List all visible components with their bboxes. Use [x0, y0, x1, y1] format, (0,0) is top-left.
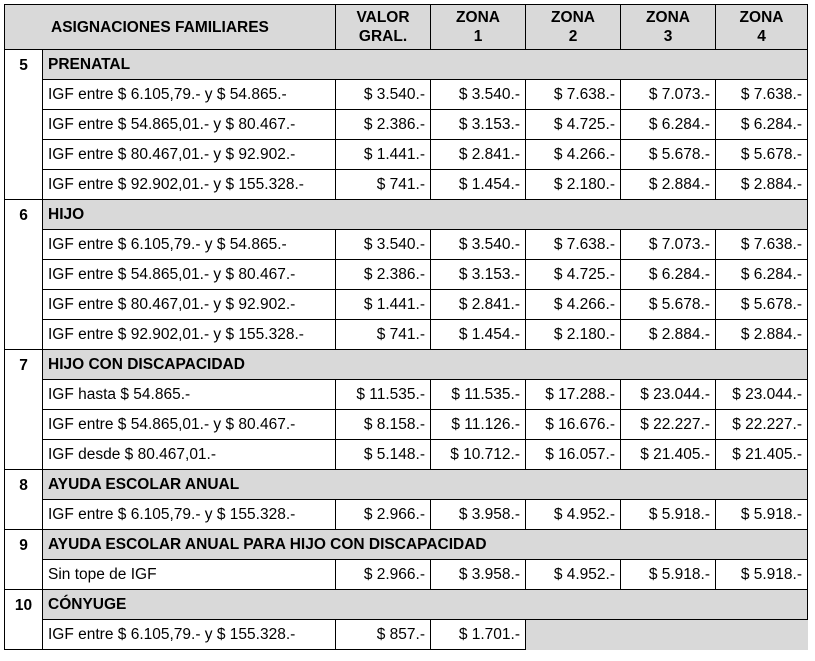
row-value: $ 21.405.- [621, 440, 716, 470]
row-label: IGF entre $ 92.902,01.- y $ 155.328.- [43, 170, 336, 200]
row-value: $ 7.073.- [621, 230, 716, 260]
row-value: $ 5.918.- [716, 560, 808, 590]
col-zona-4: ZONA 4 [716, 5, 808, 50]
row-value: $ 3.153.- [431, 260, 526, 290]
section-title: AYUDA ESCOLAR ANUAL PARA HIJO CON DISCAPACIDAD [43, 530, 808, 560]
row-value: $ 6.284.- [716, 110, 808, 140]
table-row [5, 320, 808, 350]
row-value: $ 22.227.- [716, 410, 808, 440]
row-value: $ 5.678.- [716, 140, 808, 170]
row-value: $ 16.057.- [526, 440, 621, 470]
row-value: $ 3.958.- [431, 560, 526, 590]
row-value: $ 741.- [336, 170, 431, 200]
table-row [5, 80, 808, 110]
col-zona-3: ZONA 3 [621, 5, 716, 50]
section-title: HIJO [43, 200, 808, 230]
table-row [5, 260, 808, 290]
row-value: $ 2.386.- [336, 110, 431, 140]
row-label: IGF entre $ 92.902,01.- y $ 155.328.- [43, 320, 336, 350]
row-value: $ 4.952.- [526, 500, 621, 530]
row-value: $ 7.638.- [716, 80, 808, 110]
section-number: 7 [5, 350, 43, 470]
table-row [5, 140, 808, 170]
table-row [5, 110, 808, 140]
row-value: $ 3.540.- [336, 230, 431, 260]
section-number: 8 [5, 470, 43, 530]
row-value: $ 7.638.- [716, 230, 808, 260]
row-value: $ 5.918.- [716, 500, 808, 530]
section-row [5, 50, 808, 80]
row-value: $ 2.841.- [431, 140, 526, 170]
col-valor-gral: VALOR GRAL. [336, 5, 431, 50]
row-value: $ 8.158.- [336, 410, 431, 440]
row-value: $ 23.044.- [716, 380, 808, 410]
section-row [5, 200, 808, 230]
table-row [5, 620, 808, 650]
row-value: $ 6.284.- [621, 110, 716, 140]
table-row [5, 560, 808, 590]
row-value: $ 23.044.- [621, 380, 716, 410]
row-label: IGF entre $ 80.467,01.- y $ 92.902.- [43, 290, 336, 320]
row-value: $ 5.918.- [621, 500, 716, 530]
section-title: HIJO CON DISCAPACIDAD [43, 350, 808, 380]
row-value: $ 10.712.- [431, 440, 526, 470]
row-value: $ 3.540.- [431, 230, 526, 260]
row-label: IGF entre $ 54.865,01.- y $ 80.467.- [43, 260, 336, 290]
row-value: $ 7.638.- [526, 80, 621, 110]
row-value: $ 1.454.- [431, 170, 526, 200]
row-value: $ 6.284.- [716, 260, 808, 290]
row-value: $ 7.073.- [621, 80, 716, 110]
row-value: $ 1.441.- [336, 140, 431, 170]
section-number: 9 [5, 530, 43, 590]
row-label: IGF entre $ 54.865,01.- y $ 80.467.- [43, 410, 336, 440]
row-value: $ 1.701.- [431, 620, 526, 650]
row-value: $ 11.126.- [431, 410, 526, 440]
row-value: $ 3.153.- [431, 110, 526, 140]
row-value: $ 2.884.- [621, 320, 716, 350]
col-zona-1: ZONA 1 [431, 5, 526, 50]
table-row [5, 290, 808, 320]
row-value: $ 2.180.- [526, 170, 621, 200]
section-title: CÓNYUGE [43, 590, 808, 620]
row-value: $ 22.227.- [621, 410, 716, 440]
row-value: $ 4.725.- [526, 110, 621, 140]
row-value: $ 4.952.- [526, 560, 621, 590]
row-value: $ 2.966.- [336, 500, 431, 530]
table-row [5, 380, 808, 410]
row-value: $ 6.284.- [621, 260, 716, 290]
section-title: AYUDA ESCOLAR ANUAL [43, 470, 808, 500]
section-row [5, 530, 808, 560]
row-label: IGF entre $ 6.105,79.- y $ 54.865.- [43, 80, 336, 110]
row-label: IGF entre $ 6.105,79.- y $ 155.328.- [43, 620, 336, 650]
row-value: $ 16.676.- [526, 410, 621, 440]
row-value: $ 4.266.- [526, 140, 621, 170]
row-value: $ 2.180.- [526, 320, 621, 350]
row-value: $ 4.266.- [526, 290, 621, 320]
row-value: $ 5.148.- [336, 440, 431, 470]
row-value: $ 857.- [336, 620, 431, 650]
asignaciones-table [4, 4, 808, 650]
row-label: IGF hasta $ 54.865.- [43, 380, 336, 410]
table-row [5, 500, 808, 530]
section-row [5, 470, 808, 500]
row-value: $ 5.678.- [716, 290, 808, 320]
row-value: $ 3.958.- [431, 500, 526, 530]
table-row [5, 230, 808, 260]
row-value: $ 5.678.- [621, 290, 716, 320]
section-number: 5 [5, 50, 43, 200]
table-title: ASIGNACIONES FAMILIARES [5, 5, 336, 50]
row-label: IGF desde $ 80.467,01.- [43, 440, 336, 470]
row-value: $ 4.725.- [526, 260, 621, 290]
header-row [5, 5, 808, 50]
row-value: $ 2.966.- [336, 560, 431, 590]
row-value: $ 1.441.- [336, 290, 431, 320]
row-value: $ 2.386.- [336, 260, 431, 290]
row-value: $ 11.535.- [336, 380, 431, 410]
row-value: $ 21.405.- [716, 440, 808, 470]
section-row [5, 590, 808, 620]
row-value: $ 2.884.- [716, 170, 808, 200]
row-label: IGF entre $ 54.865,01.- y $ 80.467.- [43, 110, 336, 140]
row-value: $ 3.540.- [336, 80, 431, 110]
section-title: PRENATAL [43, 50, 808, 80]
row-label: IGF entre $ 80.467,01.- y $ 92.902.- [43, 140, 336, 170]
row-value: $ 5.918.- [621, 560, 716, 590]
section-number: 10 [5, 590, 43, 650]
row-value: $ 2.884.- [716, 320, 808, 350]
row-value: $ 11.535.- [431, 380, 526, 410]
section-row [5, 350, 808, 380]
row-value: $ 3.540.- [431, 80, 526, 110]
row-value: $ 5.678.- [621, 140, 716, 170]
row-value: $ 2.884.- [621, 170, 716, 200]
row-value: $ 7.638.- [526, 230, 621, 260]
section-number: 6 [5, 200, 43, 350]
row-label: IGF entre $ 6.105,79.- y $ 155.328.- [43, 500, 336, 530]
row-value: $ 741.- [336, 320, 431, 350]
empty-cell [526, 620, 808, 650]
col-zona-2: ZONA 2 [526, 5, 621, 50]
row-value: $ 2.841.- [431, 290, 526, 320]
table-row [5, 410, 808, 440]
row-label: Sin tope de IGF [43, 560, 336, 590]
table-row [5, 170, 808, 200]
table-row [5, 440, 808, 470]
row-value: $ 1.454.- [431, 320, 526, 350]
row-label: IGF entre $ 6.105,79.- y $ 54.865.- [43, 230, 336, 260]
row-value: $ 17.288.- [526, 380, 621, 410]
